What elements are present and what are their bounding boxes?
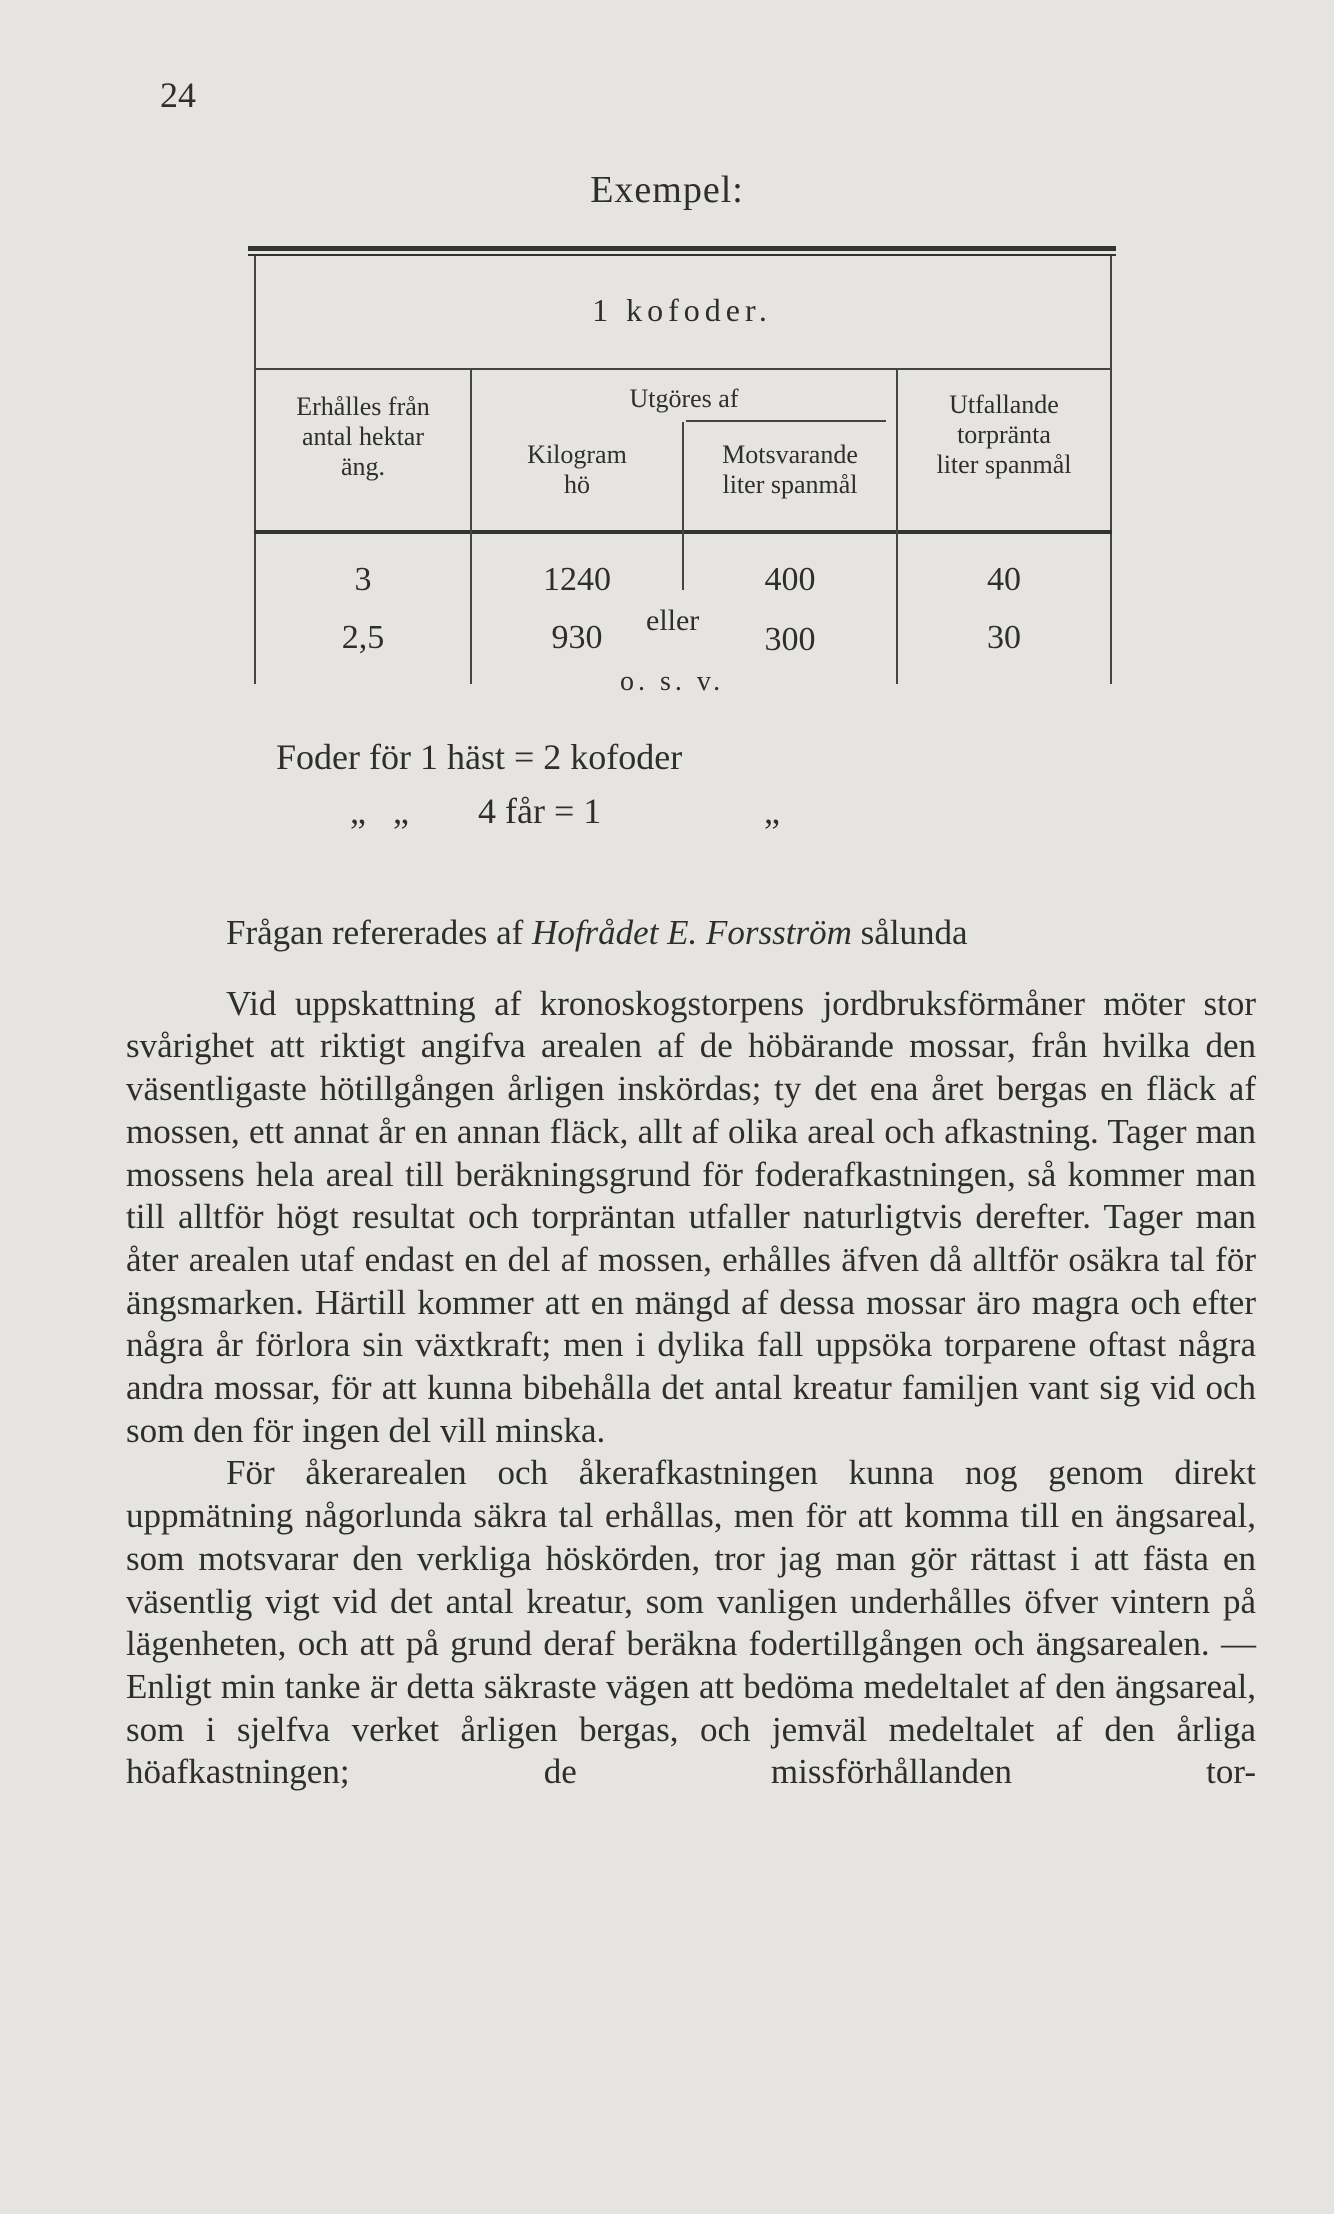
foder-line-2-marks: „ „ [350, 791, 409, 831]
foder-line-2-text: 4 får = 1 [478, 791, 602, 831]
row2-torpranta: 30 [987, 619, 1021, 656]
group-header-rule [686, 420, 886, 422]
page-number: 24 [160, 75, 196, 115]
row1-torpranta: 40 [987, 561, 1021, 598]
col-header-liter-line1: Motsvarande [722, 440, 858, 469]
col-header-torpranta-line2: torpränta [957, 419, 1051, 449]
col-header-hektar-line2: antal hektar [302, 421, 424, 451]
paragraph-1: Vid uppskattning af kronoskogstorpens jordbruksförmåner möter stor svårighet att riktigt angifva arealen af de höbärande mossar, från hvilka den väsentligaste hötillgången årligen inskördas; ty det ena året bergas en fläck af mossen, ett annat år en annan fläck, allt af olika areal och afkastning. Tager man mossens hela areal till beräkningsgrund för foderafkastningen, så kommer man till alltför högt resultat och torpräntan utfaller naturligtvis derefter. Tager man åter arealen utaf endast en del af mossen, erhålles äfven då alltför osäkra tal för ängsmarken. Härtill kommer att en mängd af dessa mossar äro magra och efter några år förlora sin växtkraft; men i dylika fall uppsöka torparene oftast några andra mossar, för att kunna bibehålla det antal kreatur familjen vant sig vid och som den för ingen del vill minska. [126, 983, 1256, 1450]
table-top-rule-thin [248, 254, 1116, 256]
table-top-rule [248, 246, 1116, 251]
col-header-liter-line2: liter spanmål [722, 469, 858, 499]
col-header-torpranta [898, 390, 1110, 480]
col-header-kilogram-line2: hö [564, 469, 590, 499]
body-text [126, 912, 1256, 1794]
col-header-hektar-line3: äng. [340, 451, 386, 481]
col-header-kilogram [472, 440, 682, 500]
foder-line-1: Foder för 1 häst = 2 kofoder [276, 737, 683, 777]
col-header-torpranta-line1: Utfallande [949, 390, 1059, 419]
row2-liter: 300 [764, 621, 816, 658]
example-heading: Exempel: [590, 169, 744, 211]
paragraph-2: För åkerarealen och åkerafkastningen kunna nog genom direkt uppmätning någorlunda säkra tal erhållas, men för att komma till en ängsareal, som motsvarar den verkliga höskörden, tror jag man gör rättast i att fästa en väsentlig vigt vid det antal kreatur, som vanligen underhålles öfver vintern på lägenheten, och att på grund deraf beräkna fodertillgången och ängsarealen. — Enligt min tanke är detta säkraste vägen att bedöma medeltalet af den ängsareal, som i sjelfva verket årligen bergas, och jemväl medeltalet af den årliga höafkastningen; de missförhållanden tor- [126, 1453, 1256, 1792]
row2-kilogram: 930 [551, 619, 603, 656]
eller-label: eller [646, 604, 700, 637]
caption-rule [256, 368, 1112, 370]
osv-label: o. s. v. [620, 666, 725, 697]
intro-prefix: Frågan refererades af [226, 913, 533, 952]
col-header-hektar [256, 392, 470, 482]
col-header-torpranta-line3: liter spanmål [936, 449, 1072, 479]
row1-liter: 400 [764, 561, 816, 598]
col-header-liter [684, 440, 896, 500]
intro-line [126, 912, 1256, 955]
group-header: Utgöres af [629, 384, 739, 413]
row2-hektar: 2,5 [341, 619, 385, 656]
table-caption: 1 kofoder. [592, 292, 772, 328]
col-header-kilogram-line1: Kilogram [527, 440, 627, 469]
foder-line-2-end: „ [764, 791, 780, 831]
intro-italic-name: Hofrådet E. Forsström [532, 913, 852, 952]
row1-hektar: 3 [354, 561, 372, 598]
col-header-hektar-line1: Erhålles från [296, 392, 430, 421]
intro-suffix: sålunda [851, 913, 968, 952]
row1-kilogram: 1240 [543, 561, 611, 598]
